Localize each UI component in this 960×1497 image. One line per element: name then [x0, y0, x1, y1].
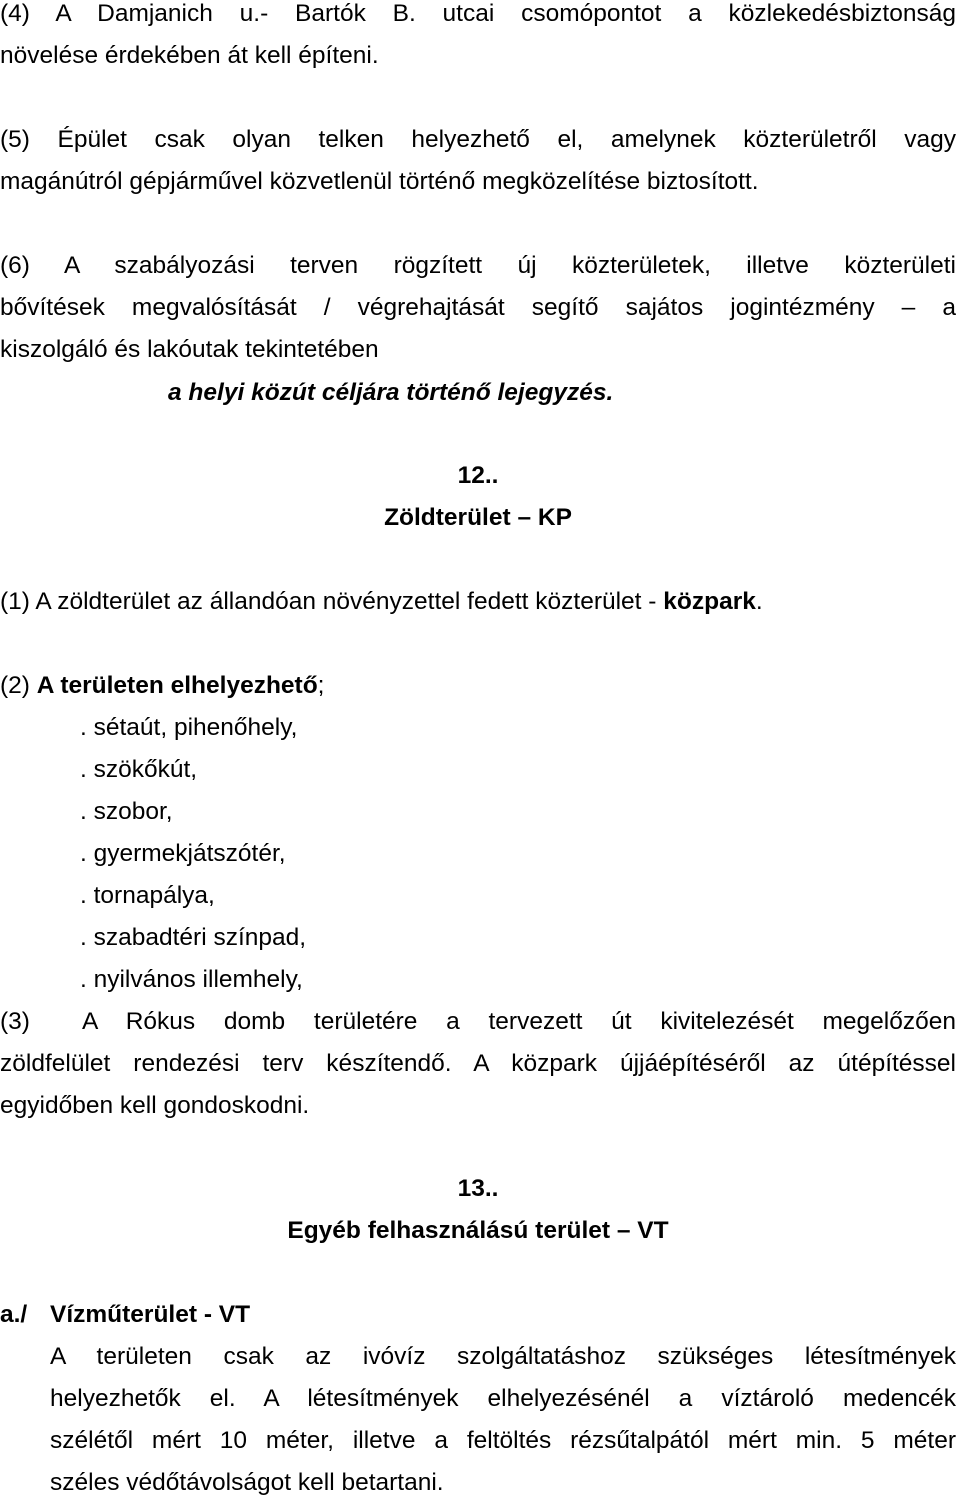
vt-line2: helyezhetők el. A létesítmények elhelyezésénél a víztároló medencék — [50, 1385, 956, 1412]
para5-line2: magánútról gépjárművel közvetlenül történő megközelítése biztosított. — [0, 168, 759, 195]
section12-title: Zöldterület – KP — [384, 504, 572, 531]
kp2-prefix: (2) — [0, 672, 37, 699]
kp2-bold: A területen elhelyezhető — [36, 672, 318, 699]
vt-line4: széles védőtávolságot kell betartani. — [50, 1469, 444, 1496]
list-item: . tornapálya, — [80, 882, 215, 909]
para5-line1: (5) Épület csak olyan telken helyezhető el, amelynek közterületről vagy — [0, 126, 956, 153]
kp1-bold: közpark — [663, 588, 756, 615]
vt-title: Vízműterület - VT — [50, 1301, 251, 1328]
para4-line1: (4) A Damjanich u.- Bartók B. utcai csomópontot a közlekedésbiztonság — [0, 0, 956, 27]
list-item: . szabadtéri színpad, — [80, 924, 307, 951]
kp2-end: ; — [317, 672, 325, 699]
kp3-number: (3) — [0, 1008, 30, 1035]
section12-number: 12.. — [457, 462, 499, 489]
kp1-end: . — [755, 588, 763, 615]
vt-line3: szélétől mért 10 méter, illetve a feltöltés rézsűtalpától mért min. 5 méter — [50, 1427, 956, 1454]
para6-line1: (6) A szabályozási terven rögzített új közterületek, illetve közterületi — [0, 252, 956, 279]
para6-line3: kiszolgáló és lakóutak tekintetében — [0, 336, 379, 363]
kp2-heading — [0, 672, 956, 700]
list-item: . szobor, — [80, 798, 173, 825]
section13-title: Egyéb felhasználású terület – VT — [287, 1217, 669, 1244]
para6-emphasis: a helyi közút céljára történő lejegyzés. — [168, 379, 614, 406]
vt-line1: A területen csak az ivóvíz szolgáltatáshoz szükséges létesítmények — [50, 1343, 956, 1370]
list-item: . sétaút, pihenőhely, — [80, 714, 298, 741]
vt-label: a./ — [0, 1301, 28, 1328]
list-item: . szökőkút, — [80, 756, 198, 783]
section13-number: 13.. — [457, 1175, 499, 1202]
kp1-text: (1) A zöldterület az állandóan növényzettel fedett közterület - — [0, 588, 664, 615]
kp1-paragraph — [0, 588, 956, 616]
kp3-line1: A Rókus domb területére a tervezett út kivitelezését megelőzően — [82, 1008, 956, 1035]
list-item: . gyermekjátszótér, — [80, 840, 286, 867]
list-item: . nyilvános illemhely, — [80, 966, 303, 993]
kp3-line2: zöldfelület rendezési terv készítendő. A közpark újjáépítéséről az útépítéssel — [0, 1050, 956, 1077]
kp3-line3: egyidőben kell gondoskodni. — [0, 1092, 310, 1119]
para4-line2: növelése érdekében át kell építeni. — [0, 42, 379, 69]
para6-line2: bővítések megvalósítását / végrehajtását segítő sajátos jogintézmény – a — [0, 294, 956, 321]
